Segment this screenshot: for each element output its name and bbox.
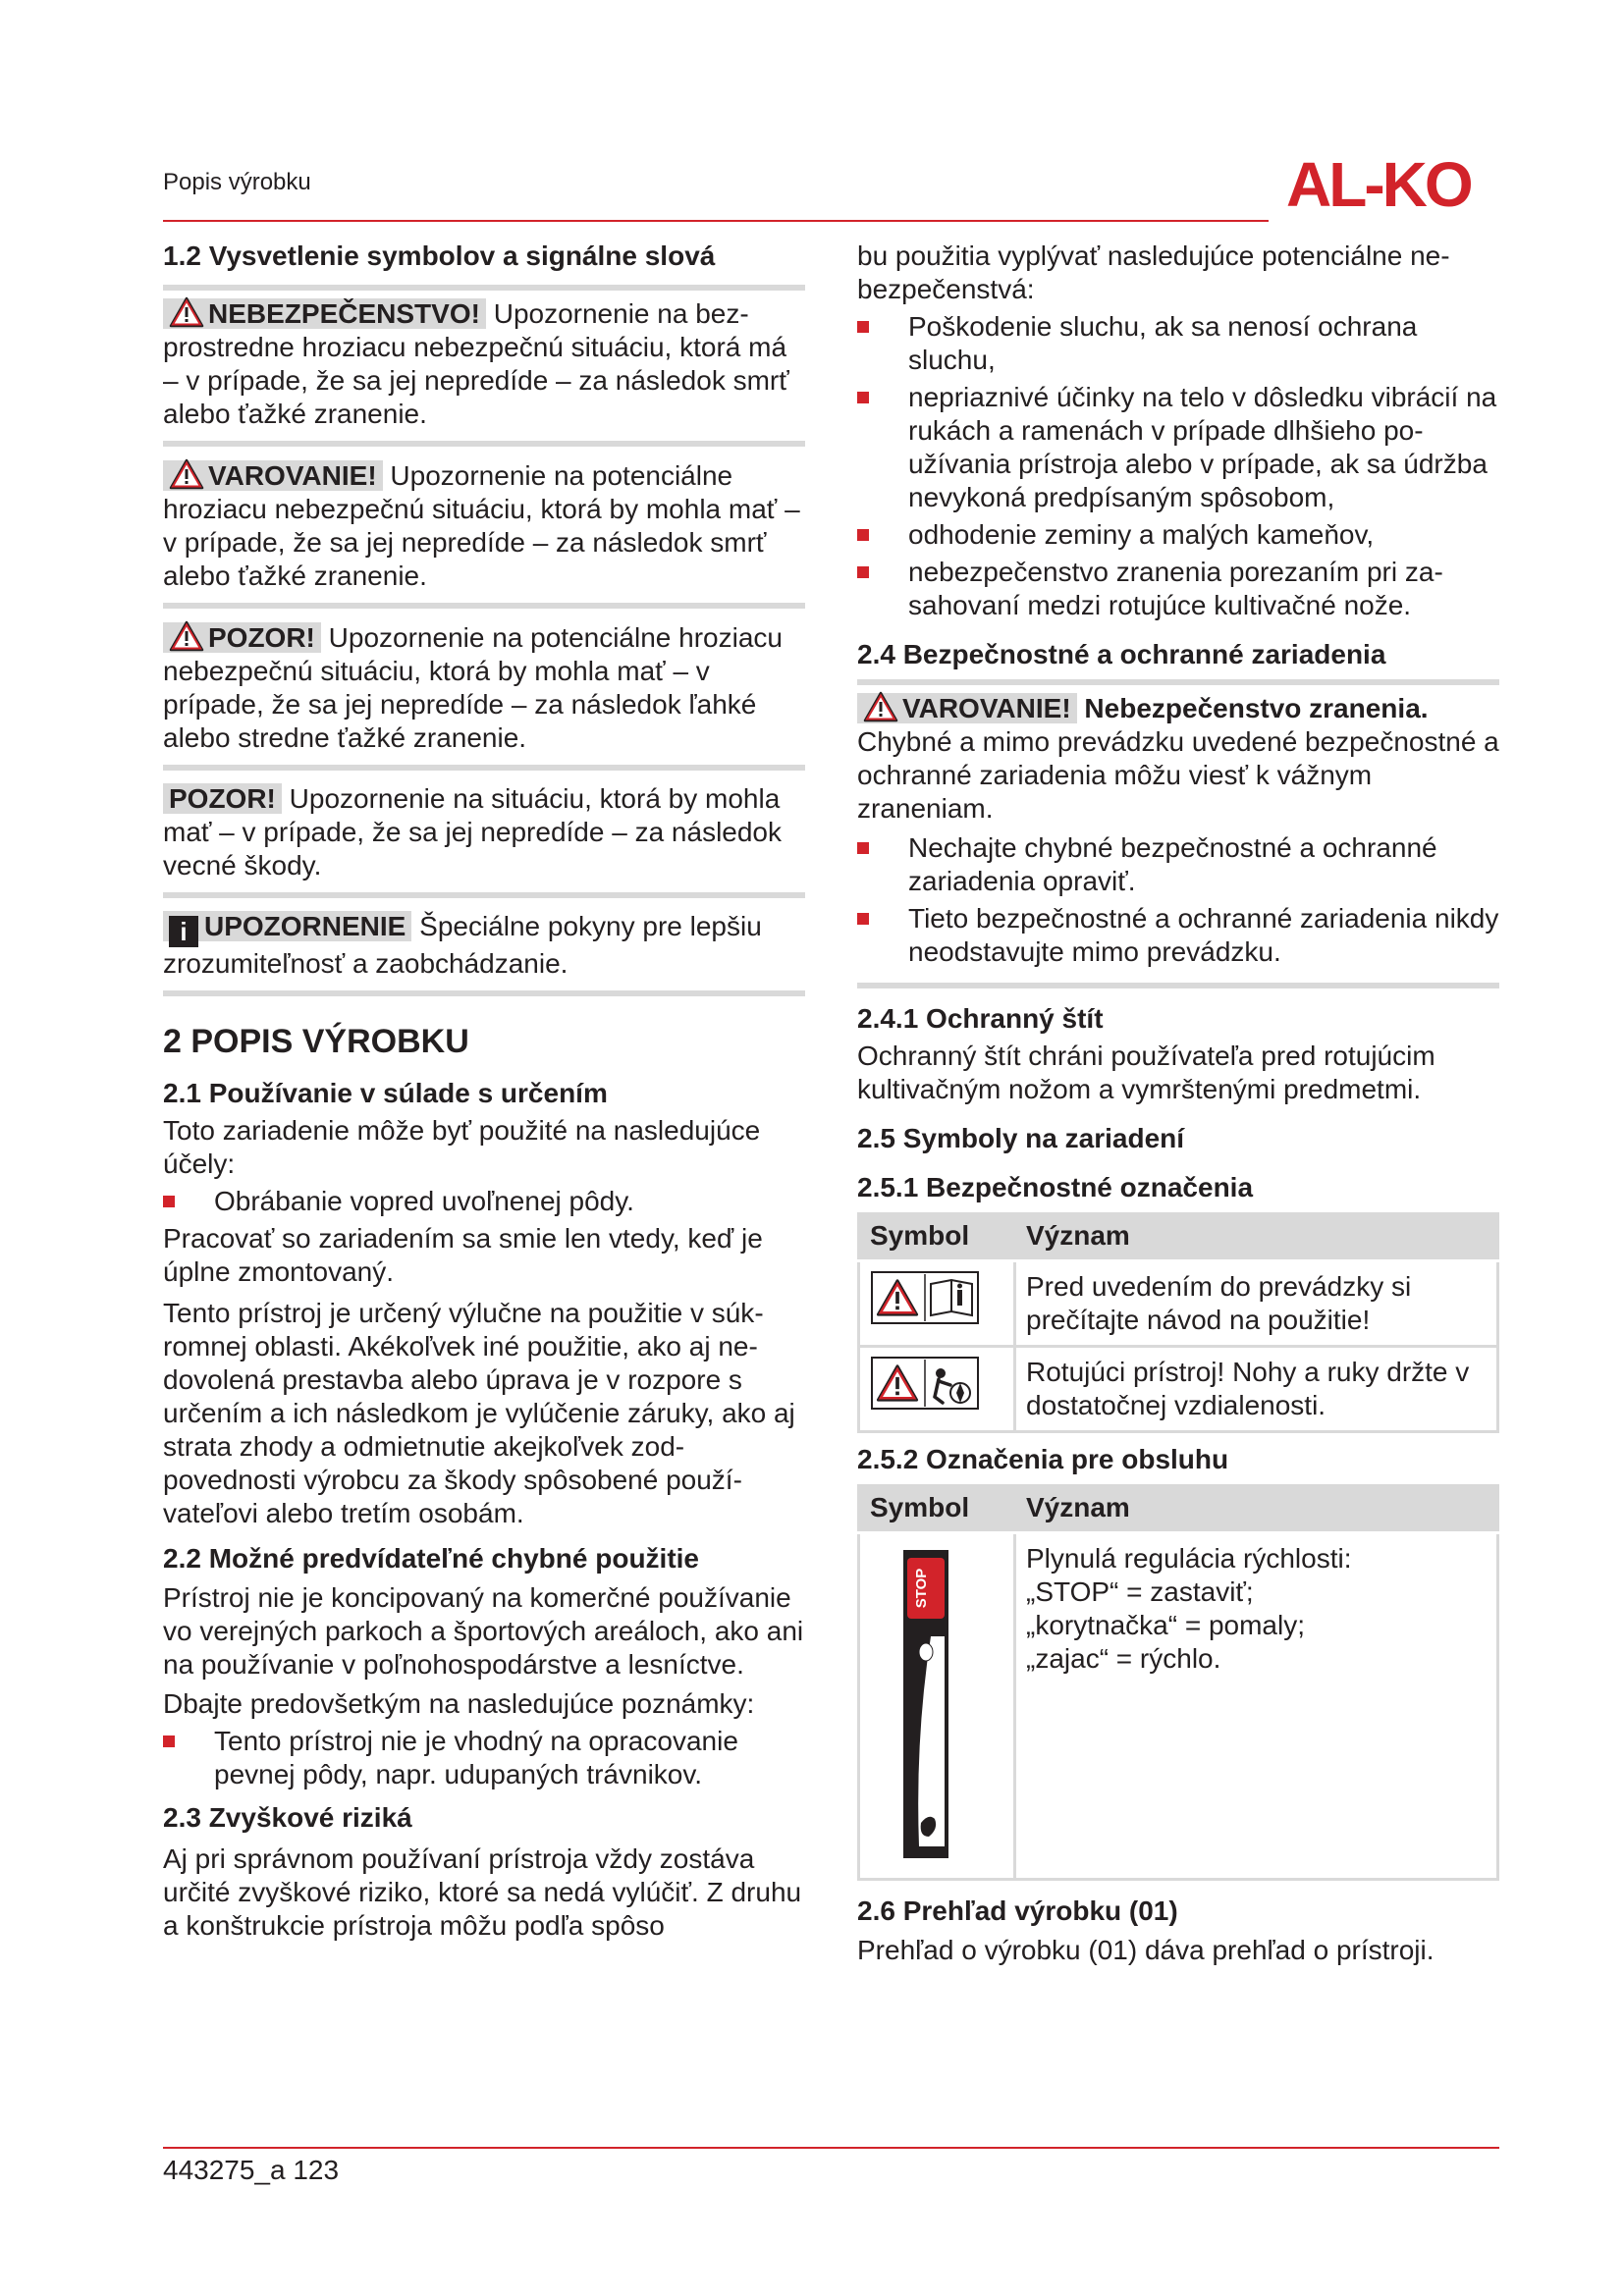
speed-control-symbol-icon bbox=[870, 1542, 980, 1862]
paragraph: Prehľad o výrobku (01) dáva prehľad o prístroji. bbox=[857, 1935, 1435, 1965]
list-item: Tieto bezpečnostné a ochranné zariadenia nikdy neodstavujte mimo prevádzku. bbox=[857, 902, 1499, 969]
heading-2-4-1: 2.4.1 Ochranný štít bbox=[857, 1003, 1104, 1034]
table-row bbox=[859, 1347, 1498, 1432]
info-icon: i bbox=[169, 916, 198, 947]
caution-tag: POZOR! bbox=[163, 622, 321, 653]
column-header-meaning: Význam bbox=[1015, 1212, 1498, 1261]
footer-rule bbox=[163, 2147, 1499, 2149]
danger-tag: NEBEZPEČENSTVO! bbox=[163, 298, 486, 329]
warning-text: Upozornenie na potenciálne hroziacu nebezpečnú situáciu, ktorá by mohla mať – v prípade, že sa jej nepredíde – za následok smrť alebo ťažké zranenie. bbox=[163, 460, 800, 591]
heading-2-4: 2.4 Bezpečnostné a ochranné zariadenia bbox=[857, 639, 1386, 669]
symbol-cell bbox=[859, 1347, 1015, 1432]
warning-triangle-icon bbox=[169, 458, 204, 490]
meaning-line: „korytnačka“ = pomaly; bbox=[1026, 1610, 1305, 1640]
notice-tag: POZOR! bbox=[163, 783, 282, 814]
table-header-row bbox=[859, 1212, 1498, 1261]
list-item: nebezpečenstvo zranenia porezaním pri zasahovaní medzi rotujúce kultivačné nože. bbox=[857, 556, 1499, 622]
danger-text: Upozornenie na bezprostredne hroziacu nebezpečnú situáciu, ktorá má – v prípade, že sa jej nepredíde – za následok smrť alebo ťažké zranenie. bbox=[163, 298, 789, 429]
signal-box-notice bbox=[163, 776, 805, 898]
signal-box-danger bbox=[163, 285, 805, 447]
paragraph: Toto zariadenie môže byť použité na nasledujúce účely: bbox=[163, 1115, 761, 1179]
warning-triangle-icon bbox=[169, 296, 204, 328]
list-item: Tento prístroj nie je vhodný na opracovanie pevnej pôdy, napr. udupaných trávnikov. bbox=[163, 1725, 805, 1791]
list-item: nepriaznivé účinky na telo v dôsledku vibrácií na rukách a ramenách v prípade dlhšieho používania prístroja alebo v prípade, ak sa údržba nevykoná predpísaným spôsobom, bbox=[857, 381, 1499, 514]
paragraph: Aj pri správnom používaní prístroja vždy zostáva určité zvyškové riziko, ktoré sa nedá vylúčiť. Z druhu a konštrukcie prístroja môžu podľa spôso bbox=[163, 1843, 802, 1941]
page-footer: 443275_a 123 bbox=[163, 2155, 340, 2185]
list-item: odhodenie zeminy a malých kameňov, bbox=[857, 518, 1499, 552]
table-header-row bbox=[859, 1484, 1498, 1533]
symbol-cell bbox=[859, 1533, 1015, 1880]
meaning-line: „zajac“ = rýchlo. bbox=[1026, 1643, 1221, 1674]
operation-symbols-table bbox=[857, 1484, 1499, 1881]
safety-symbols-table bbox=[857, 1212, 1499, 1433]
column-header-symbol: Symbol bbox=[859, 1212, 1015, 1261]
heading-2-5-2: 2.5.2 Označenia pre obsluhu bbox=[857, 1444, 1229, 1474]
list-item: Obrábanie vopred uvoľnenej pôdy. bbox=[163, 1185, 805, 1218]
meaning-line: Plynulá regulácia rýchlosti: bbox=[1026, 1543, 1352, 1574]
warning-text: Chybné a mimo prevádzku uvedené bezpečnostné a ochranné zariadenia môžu viesť k vážnym zraneniam. bbox=[857, 726, 1499, 824]
paragraph: bu použitia vyplývať nasledujúce potenciálne nebezpečenstvá: bbox=[857, 240, 1450, 304]
rotating-blades-symbol-icon bbox=[870, 1356, 980, 1411]
column-header-meaning: Význam bbox=[1015, 1484, 1498, 1533]
caution-text: Upozornenie na potenciálne hroziacu nebezpečnú situáciu, ktorá by mohla mať – v prípade, že sa jej nepredíde – za následok ľahké alebo stredne ťažké zranenie. bbox=[163, 622, 783, 753]
bullet-list bbox=[163, 1185, 805, 1218]
header-rule bbox=[163, 220, 1269, 222]
meaning-cell: Pred uvedením do prevádzky si prečítajte návod na použitie! bbox=[1015, 1261, 1498, 1347]
signal-box-info bbox=[163, 904, 805, 996]
info-text: Špeciálne pokyny pre lepšiu zrozumiteľnosť a zaobchádzanie. bbox=[163, 911, 762, 979]
heading-2-5-1: 2.5.1 Bezpečnostné označenia bbox=[857, 1172, 1254, 1202]
signal-box-caution bbox=[163, 614, 805, 771]
list-item: Poškodenie sluchu, ak sa nenosí ochrana sluchu, bbox=[857, 310, 1499, 377]
warning-title: Nebezpečenstvo zranenia. bbox=[1076, 693, 1429, 723]
meaning-cell: Rotujúci prístroj! Nohy a ruky držte v dostatočnej vzdialenosti. bbox=[1015, 1347, 1498, 1432]
heading-2-6: 2.6 Prehľad výrobku (01) bbox=[857, 1896, 1178, 1926]
signal-box-warning bbox=[163, 453, 805, 609]
paragraph: Tento prístroj je určený výlučne na použitie v súkromnej oblasti. Akékoľvek iné použitie, ako aj nedovolená prestavba alebo úprava je v rozpore s určením a ich následkom je vylúčenie záruky, ako aj strata zhody a odmietnutie akejkoľvek zodpovednosti výrobcu za škody spôsobené používateľovi alebo tretím osobám. bbox=[163, 1298, 795, 1528]
bullet-list bbox=[163, 1725, 805, 1791]
signal-box-warning-2-4 bbox=[857, 679, 1499, 988]
warning-triangle-icon bbox=[863, 691, 898, 722]
notice-text: Upozornenie na situáciu, ktorá by mohla mať – v prípade, že sa jej nepredíde – za následok vecné škody. bbox=[163, 783, 782, 881]
meaning-cell bbox=[1015, 1533, 1498, 1880]
read-manual-symbol-icon bbox=[870, 1270, 980, 1325]
heading-2-1: 2.1 Používanie v súlade s určením bbox=[163, 1078, 608, 1108]
warning-tag: VAROVANIE! bbox=[857, 693, 1077, 723]
bullet-list bbox=[857, 310, 1499, 622]
left-column bbox=[163, 240, 805, 1943]
paragraph: Dbajte predovšetkým na nasledujúce poznámky: bbox=[163, 1688, 755, 1719]
page-header-title: Popis výrobku bbox=[163, 169, 311, 195]
bullet-list bbox=[857, 831, 1499, 969]
heading-2-5: 2.5 Symboly na zariadení bbox=[857, 1123, 1185, 1153]
info-tag: i UPOZORNENIE bbox=[163, 911, 411, 941]
paragraph: Prístroj nie je koncipovaný na komerčné používanie vo verejných parkoch a športových areáloch, ako ani na používanie v poľnohospodárstve a lesníctve. bbox=[163, 1582, 804, 1680]
table-row bbox=[859, 1533, 1498, 1880]
brand-logo: AL-KO bbox=[1286, 149, 1471, 220]
warning-triangle-icon bbox=[169, 620, 204, 652]
stop-label: STOP bbox=[913, 1568, 930, 1609]
meaning-line: „STOP“ = zastaviť; bbox=[1026, 1576, 1254, 1607]
paragraph: Pracovať so zariadením sa smie len vtedy, keď je úplne zmontovaný. bbox=[163, 1223, 763, 1287]
heading-2-2: 2.2 Možné predvídateľné chybné použitie bbox=[163, 1543, 699, 1574]
heading-1-2: 1.2 Vysvetlenie symbolov a signálne slová bbox=[163, 240, 716, 271]
heading-2: 2 POPIS VÝROBKU bbox=[163, 1023, 469, 1060]
table-row bbox=[859, 1261, 1498, 1347]
column-header-symbol: Symbol bbox=[859, 1484, 1015, 1533]
paragraph: Ochranný štít chráni používateľa pred rotujúcim kultivačným nožom a vymrštenými predmetmi. bbox=[857, 1041, 1435, 1104]
warning-tag: VAROVANIE! bbox=[163, 460, 383, 491]
symbol-cell bbox=[859, 1261, 1015, 1347]
right-column bbox=[857, 240, 1499, 1967]
heading-2-3: 2.3 Zvyškové riziká bbox=[163, 1802, 412, 1833]
list-item: Nechajte chybné bezpečnostné a ochranné zariadenia opraviť. bbox=[857, 831, 1499, 898]
